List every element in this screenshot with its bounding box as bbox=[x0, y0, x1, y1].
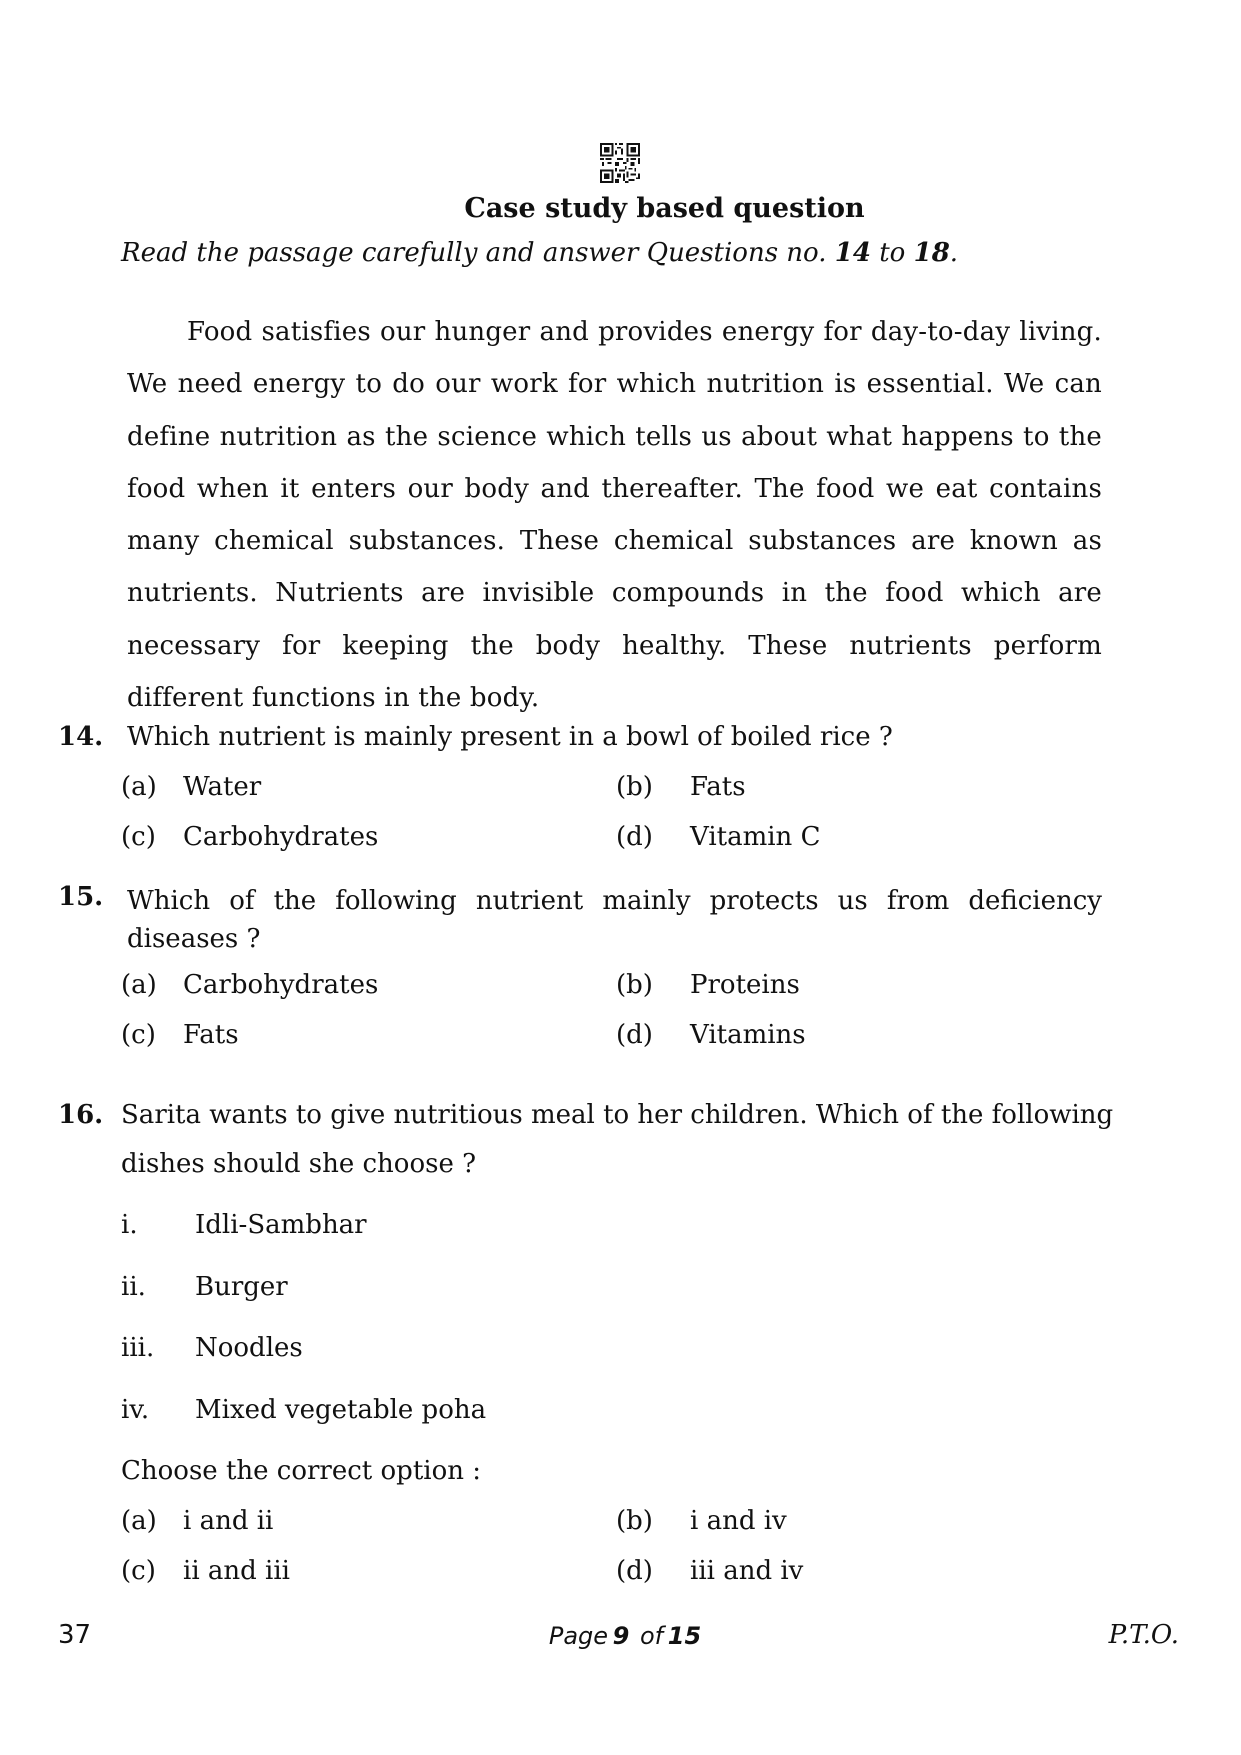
pto-label: P.T.O. bbox=[1108, 1620, 1179, 1650]
q16-item-2-text: Burger bbox=[195, 1272, 288, 1302]
q14-option-d-label: (d) bbox=[616, 822, 653, 852]
q15-option-d-text: Vitamins bbox=[690, 1020, 806, 1050]
q16-option-c-label: (c) bbox=[121, 1556, 156, 1586]
paper-code: 37 bbox=[58, 1620, 92, 1650]
q16-option-a-label: (a) bbox=[121, 1506, 157, 1536]
q16-item-4-text: Mixed vegetable poha bbox=[195, 1395, 487, 1425]
question-16-number: 16. bbox=[58, 1100, 104, 1130]
q16-item-1-text: Idli-Sambhar bbox=[195, 1210, 367, 1240]
q16-item-3-label: iii. bbox=[121, 1333, 155, 1363]
question-15-text: Which of the following nutrient mainly protects us from deficiency diseases ? bbox=[127, 886, 1102, 954]
q15-option-c-label: (c) bbox=[121, 1020, 156, 1050]
q16-option-b-label: (b) bbox=[616, 1506, 653, 1536]
q15-option-c-text: Fats bbox=[183, 1020, 239, 1050]
q14-option-a-label: (a) bbox=[121, 772, 157, 802]
q15-option-d-label: (d) bbox=[616, 1020, 653, 1050]
q16-prompt: Choose the correct option : bbox=[121, 1456, 482, 1486]
q14-option-a-text: Water bbox=[183, 772, 262, 802]
q16-item-2-label: ii. bbox=[121, 1272, 146, 1302]
question-16-text-line2: dishes should she choose ? bbox=[121, 1149, 477, 1179]
q16-item-4-label: iv. bbox=[121, 1395, 150, 1425]
question-15-number: 15. bbox=[58, 882, 104, 912]
case-study-passage: Food satisfies our hunger and provides energy for day-to-day living. We need energy to do our work for which nutrition is essential. We can define nutrition as the science which tells us about what happens to the food when it enters our body and thereafter. The food we eat contains many chemical substances. These chemical substances are known as nutrients. Nutrients are invisible compounds in the food which are necessary for keeping the body healthy. These nutrients perform different functions in the body. bbox=[127, 317, 1102, 714]
question-14-text: Which nutrient is mainly present in a bowl of boiled rice ? bbox=[127, 722, 893, 752]
q14-option-b-text: Fats bbox=[690, 772, 746, 802]
q16-option-b-text: i and iv bbox=[690, 1506, 787, 1536]
page-indicator: Page 9 of 15 bbox=[548, 1622, 702, 1650]
q16-option-d-label: (d) bbox=[616, 1556, 653, 1586]
q15-option-a-text: Carbohydrates bbox=[183, 970, 379, 1000]
q15-option-b-text: Proteins bbox=[690, 970, 800, 1000]
q15-option-a-label: (a) bbox=[121, 970, 157, 1000]
q14-option-d-text: Vitamin C bbox=[690, 822, 821, 852]
section-title: Case study based question bbox=[464, 193, 865, 224]
q16-option-a-text: i and ii bbox=[183, 1506, 274, 1536]
q16-option-c-text: ii and iii bbox=[183, 1556, 290, 1586]
q16-item-1-label: i. bbox=[121, 1210, 138, 1240]
q16-option-d-text: iii and iv bbox=[690, 1556, 804, 1586]
question-14-number: 14. bbox=[58, 722, 104, 752]
q14-option-c-label: (c) bbox=[121, 822, 156, 852]
q16-item-3-text: Noodles bbox=[195, 1333, 303, 1363]
q14-option-b-label: (b) bbox=[616, 772, 653, 802]
question-16-text-line1: Sarita wants to give nutritious meal to her children. Which of the following bbox=[121, 1100, 1114, 1130]
instruction-text: Read the passage carefully and answer Questions no. 14 to 18. bbox=[121, 238, 959, 268]
qr-code-icon bbox=[600, 143, 640, 183]
q15-option-b-label: (b) bbox=[616, 970, 653, 1000]
q14-option-c-text: Carbohydrates bbox=[183, 822, 379, 852]
